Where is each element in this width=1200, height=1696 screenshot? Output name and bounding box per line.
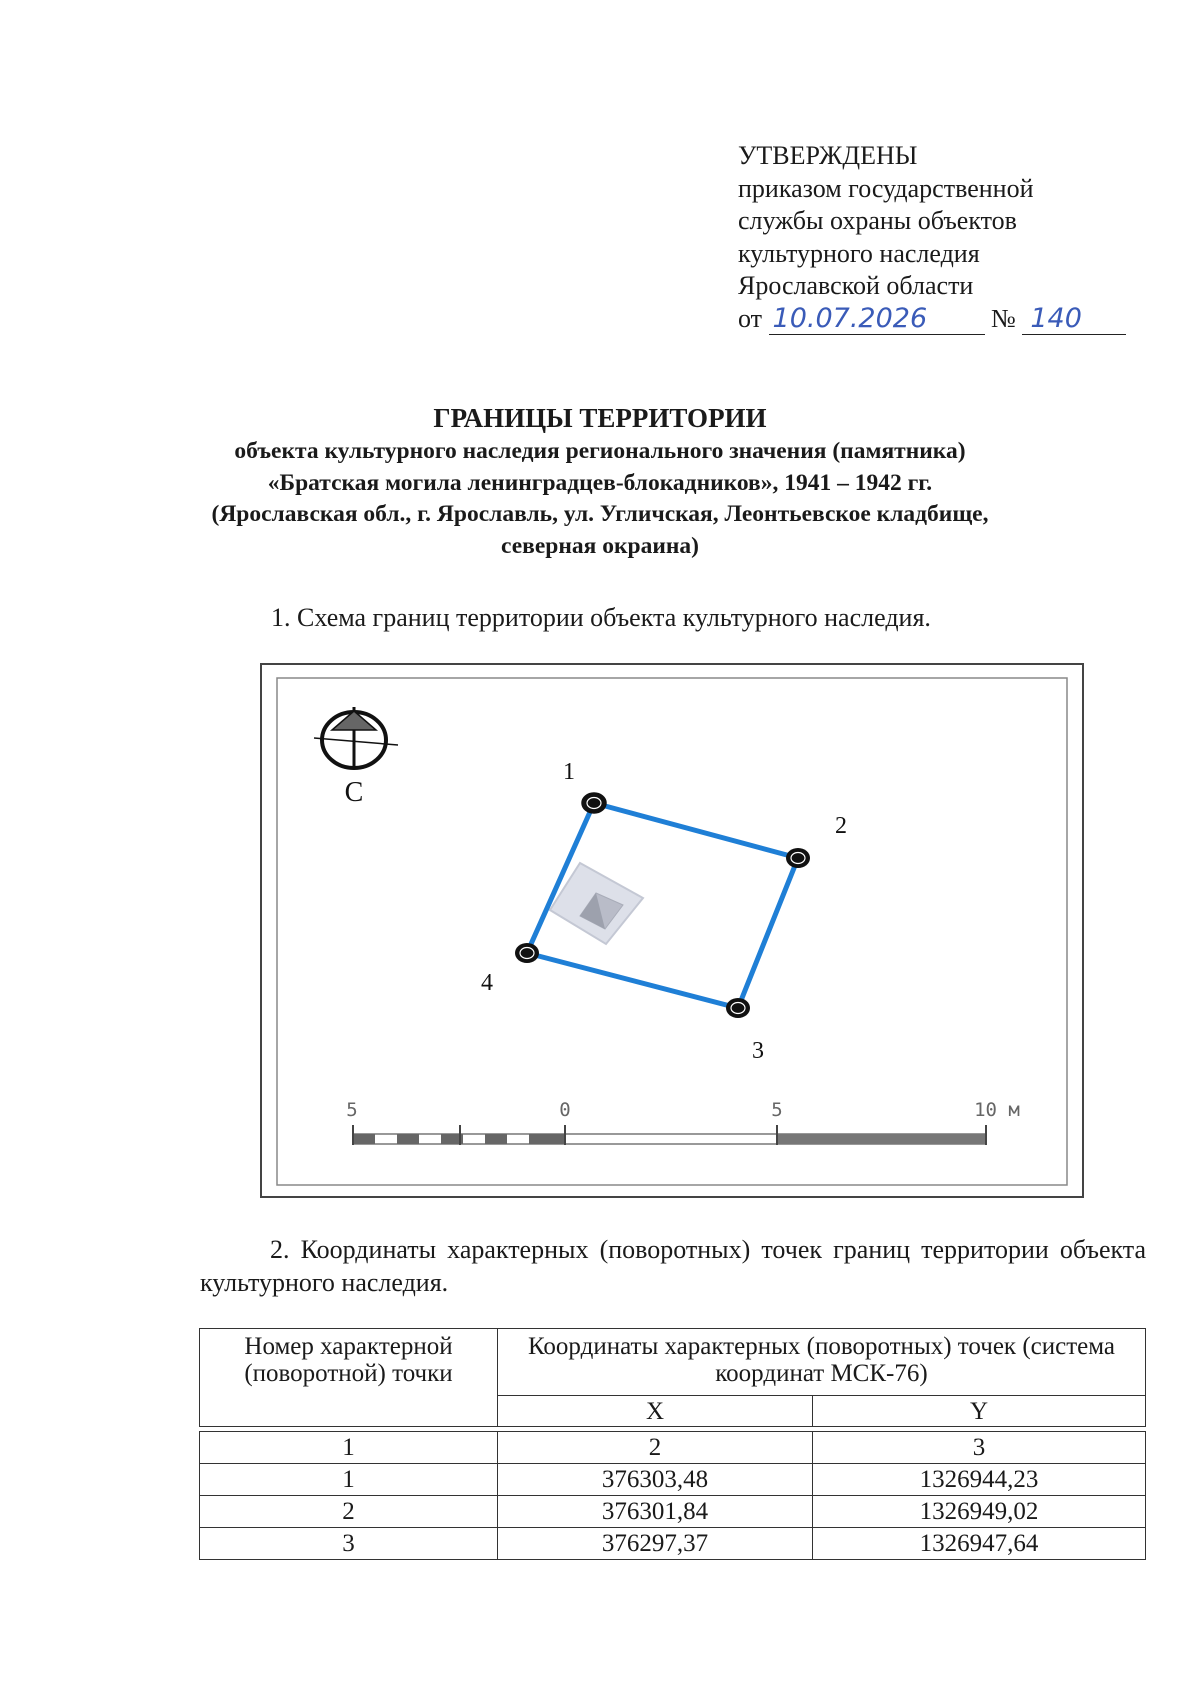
table-cell: 1 <box>200 1464 498 1496</box>
scale-label: 5 <box>771 1099 783 1121</box>
table-cell: 3 <box>813 1432 1146 1464</box>
point-label-2: 2 <box>835 813 847 839</box>
boundary-point <box>515 943 539 963</box>
y-header: Y <box>813 1396 1146 1427</box>
approval-line: Ярославской области <box>738 271 974 300</box>
coordinates-table <box>199 1328 1146 1560</box>
approval-line: культурного наследия <box>738 238 980 268</box>
number-prefix: № <box>991 303 1016 333</box>
document-heading <box>0 400 1200 562</box>
coordinates-header: Координаты характерных (поворотных) точек (система координат МСК-76) <box>498 1329 1146 1396</box>
order-date: 10.07.2026 <box>769 304 985 335</box>
boundary-point <box>726 998 750 1018</box>
scale-label: 10 м <box>974 1099 1020 1121</box>
point-label-3: 3 <box>752 1038 764 1064</box>
approval-line: приказом государственной <box>738 173 1034 203</box>
table-cell: 1326944,23 <box>813 1464 1146 1496</box>
north-label: С <box>344 777 364 808</box>
date-prefix: от <box>738 303 763 333</box>
boundary-point <box>786 848 810 868</box>
heading-line: «Братская могила ленинградцев-блокадников», 1941 – 1942 гг. <box>267 469 933 496</box>
point-label-1: 1 <box>563 759 575 785</box>
approval-line: службы охраны объектов <box>738 206 1017 235</box>
heading-line: объекта культурного наследия регионального значения (памятника) <box>234 438 966 464</box>
table-cell: 1326949,02 <box>813 1496 1146 1528</box>
scale-label: 5 <box>346 1099 358 1121</box>
table-cell: 1326947,64 <box>813 1528 1146 1560</box>
x-header: X <box>498 1396 813 1427</box>
column-index-row <box>200 1432 1146 1464</box>
table-cell: 376297,37 <box>498 1528 813 1560</box>
table-cell: 3 <box>200 1528 498 1560</box>
table-cell: 1 <box>200 1432 498 1464</box>
table-row <box>200 1528 1146 1560</box>
order-number: 140 <box>1022 304 1126 335</box>
scale-label: 0 <box>559 1099 571 1121</box>
boundary-scheme <box>260 663 1084 1198</box>
point-label-4: 4 <box>481 970 493 996</box>
section-1-caption: 1. Схема границ территории объекта культурного наследия. <box>271 603 931 632</box>
heading-title: ГРАНИЦЫ ТЕРРИТОРИИ <box>433 403 767 433</box>
approval-block <box>738 140 1126 335</box>
point-number-header: Номер характерной (поворотной) точки <box>200 1329 498 1427</box>
table-cell: 376301,84 <box>498 1496 813 1528</box>
table-row <box>200 1496 1146 1528</box>
boundary-point <box>582 793 606 813</box>
table-row <box>200 1464 1146 1496</box>
section-2-caption: 2. Координаты характерных (поворотных) точек границ территории объекта культурного наследия. <box>200 1235 1146 1297</box>
approval-date-line <box>738 303 1126 336</box>
approval-title: УТВЕРЖДЕНЫ <box>738 141 918 170</box>
heading-line: (Ярославская обл., г. Ярославль, ул. Угличская, Леонтьевское кладбище, <box>211 501 989 527</box>
table-cell: 2 <box>498 1432 813 1464</box>
heading-line: северная окраина) <box>501 532 699 559</box>
table-cell: 376303,48 <box>498 1464 813 1496</box>
table-cell: 2 <box>200 1496 498 1528</box>
